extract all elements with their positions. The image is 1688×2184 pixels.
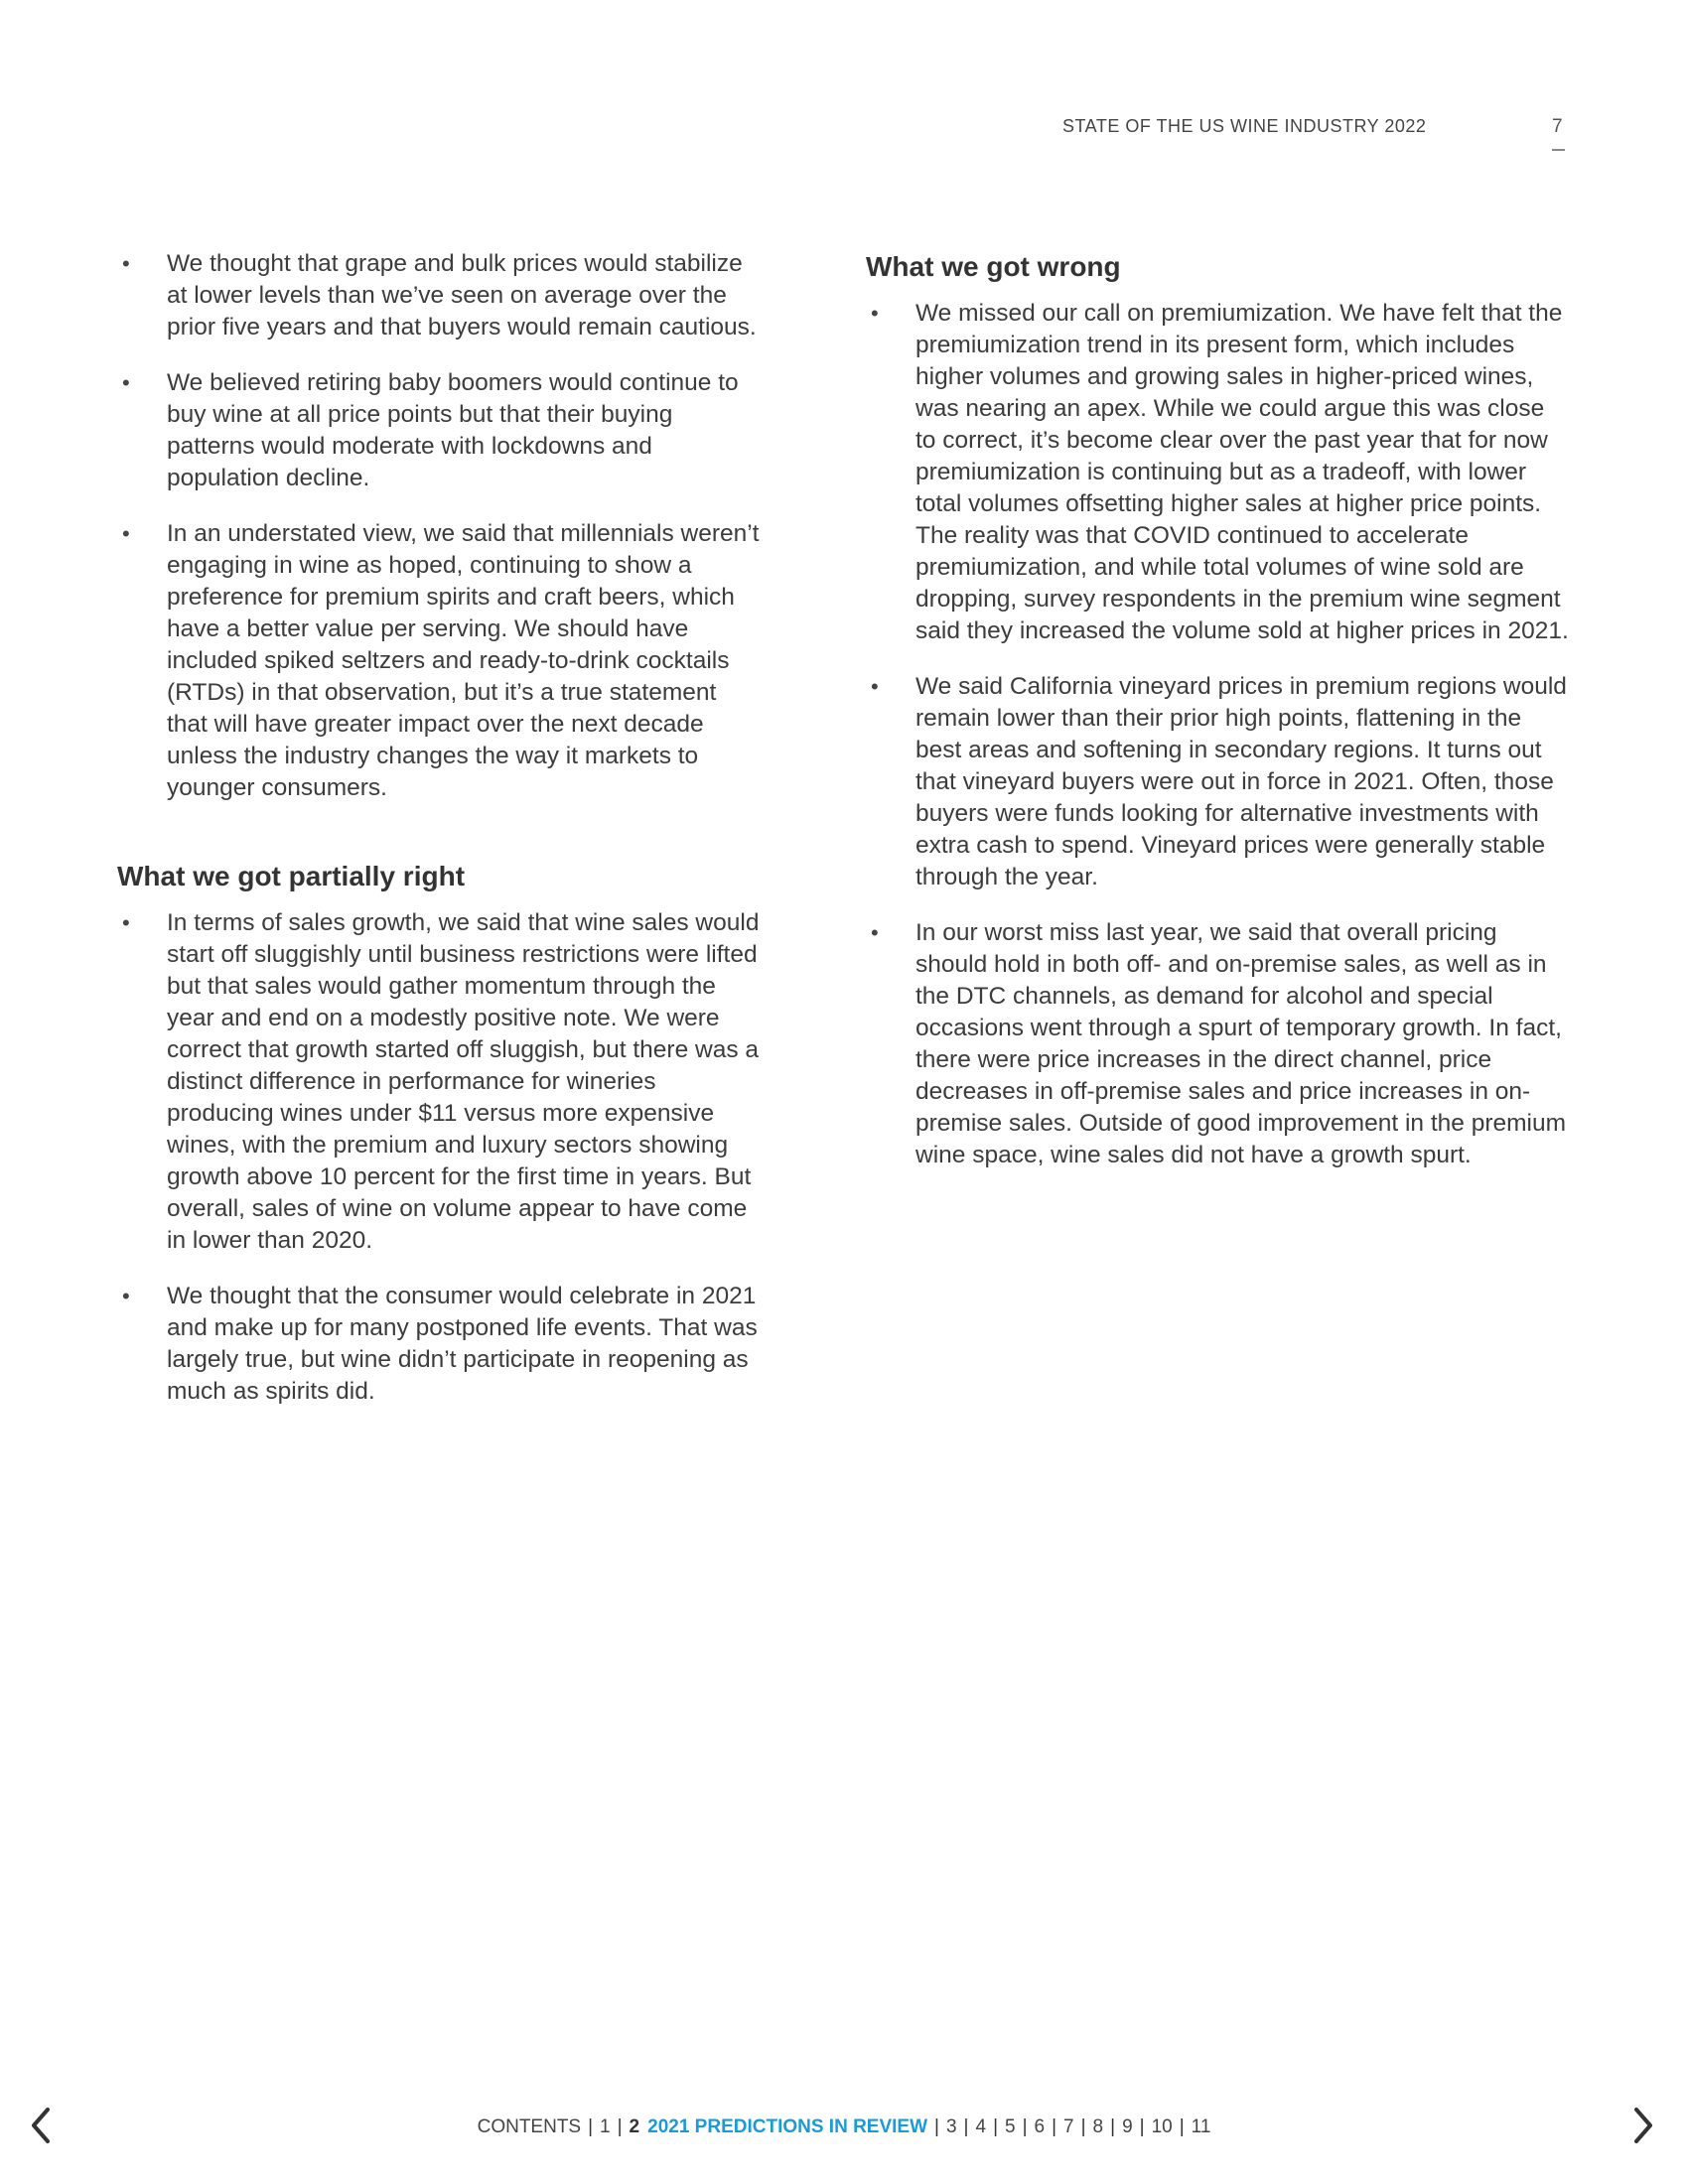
nav-link-page-9[interactable]: 9 bbox=[1122, 2116, 1133, 2137]
bullet-icon: • bbox=[122, 910, 130, 935]
list-item bbox=[117, 367, 763, 494]
list-item bbox=[866, 671, 1571, 893]
nav-link-page-4[interactable]: 4 bbox=[975, 2116, 987, 2137]
list-item bbox=[866, 298, 1571, 647]
bullet-text: In terms of sales growth, we said that wine sales would start off sluggishly until business restrictions were lifted but that sales would gather momentum through the year and end on a modestly positive note. We were correct that growth started off sluggish, but there was a distinct difference in performance for wineries producing wines under $11 versus more expensive wines, with the premium and luxury sectors showing growth above 10 percent for the first time in years. But overall, sales of wine on volume appear to have come in lower than 2020. bbox=[167, 909, 760, 1254]
intro-bullet-list bbox=[117, 248, 763, 804]
nav-separator: | bbox=[1080, 2116, 1086, 2137]
nav-separator: | bbox=[588, 2116, 594, 2137]
nav-separator: | bbox=[963, 2116, 969, 2137]
nav-separator: | bbox=[1110, 2116, 1116, 2137]
bullet-text: We thought that grape and bulk prices would stabilize at lower levels than we’ve seen on average over the prior five years and that buyers would remain cautious. bbox=[167, 250, 757, 341]
partially-right-bullet-list bbox=[117, 907, 763, 1408]
page-number: 7 bbox=[1552, 116, 1563, 137]
nav-current-label: 2021 PREDICTIONS IN REVIEW bbox=[647, 2116, 928, 2137]
nav-separator: | bbox=[617, 2116, 623, 2137]
nav-link-page-3[interactable]: 3 bbox=[945, 2116, 957, 2137]
right-column bbox=[866, 248, 1571, 1195]
nav-link-contents[interactable]: CONTENTS bbox=[477, 2116, 582, 2137]
bullet-text: We missed our call on premiumization. We have felt that the premiumization trend in its present form, which includes higher volumes and growing sales in higher-priced wines, was nearing an apex. While we could argue this was close to correct, it’s become clear over the past year that for now premiumization is continuing but as a tradeoff, with lower total volumes offsetting higher sales at higher price points. The reality was that COVID continued to accelerate premiumization, and while total volumes of wine sold are dropping, survey respondents in the premium wine segment said they increased the volume sold at higher prices in 2021. bbox=[915, 300, 1569, 644]
bullet-text: In our worst miss last year, we said that overall pricing should hold in both off- and on-premise sales, as well as in the DTC channels, as demand for alcohol and special occasions went through a spurt of temporary growth. In fact, there were price increases in the direct channel, price decreases in off-premise sales and price increases in on-premise sales. Outside of good improvement in the premium wine space, wine sales did not have a growth spurt. bbox=[915, 919, 1566, 1168]
nav-link-page-8[interactable]: 8 bbox=[1092, 2116, 1104, 2137]
nav-link-page-1[interactable]: 1 bbox=[600, 2116, 611, 2137]
bullet-icon: • bbox=[122, 1284, 130, 1308]
left-column bbox=[117, 248, 763, 1432]
bullet-icon: • bbox=[122, 370, 130, 395]
bullet-icon: • bbox=[871, 301, 879, 326]
nav-link-page-10[interactable]: 10 bbox=[1151, 2116, 1173, 2137]
nav-separator: | bbox=[993, 2116, 998, 2137]
nav-link-page-11[interactable]: 11 bbox=[1191, 2116, 1211, 2137]
footer-navigation bbox=[0, 2116, 1688, 2138]
nav-separator: | bbox=[1022, 2116, 1028, 2137]
next-page-button[interactable] bbox=[1628, 2103, 1658, 2148]
nav-link-page-6[interactable]: 6 bbox=[1034, 2116, 1046, 2137]
list-item bbox=[117, 907, 763, 1257]
running-header-title: STATE OF THE US WINE INDUSTRY 2022 bbox=[1062, 116, 1427, 136]
got-wrong-bullet-list bbox=[866, 298, 1571, 1171]
section-heading-partially-right: What we got partially right bbox=[117, 861, 466, 891]
bullet-text: We believed retiring baby boomers would continue to buy wine at all price points but that their buying patterns would moderate with lockdowns and population decline. bbox=[167, 369, 739, 491]
list-item bbox=[117, 248, 763, 343]
page-number-underline bbox=[1552, 149, 1565, 151]
nav-separator: | bbox=[1139, 2116, 1145, 2137]
bullet-icon: • bbox=[122, 521, 130, 546]
list-item bbox=[866, 917, 1571, 1171]
bullet-text: We said California vineyard prices in premium regions would remain lower than their prior high points, flattening in the best areas and softening in secondary regions. It turns out that vineyard buyers were out in force in 2021. Often, those buyers were funds looking for alternative investments with extra cash to spend. Vineyard prices were generally stable through the year. bbox=[915, 673, 1567, 890]
bullet-icon: • bbox=[871, 920, 879, 945]
nav-link-page-5[interactable]: 5 bbox=[1005, 2116, 1016, 2137]
nav-separator: | bbox=[1179, 2116, 1185, 2137]
nav-current-number: 2 bbox=[629, 2116, 640, 2137]
nav-separator: | bbox=[1052, 2116, 1057, 2137]
bullet-text: We thought that the consumer would celebrate in 2021 and make up for many postponed life events. That was largely true, but wine didn’t participate in reopening as much as spirits did. bbox=[167, 1283, 758, 1405]
list-item bbox=[117, 1281, 763, 1408]
chevron-right-icon bbox=[1632, 2106, 1654, 2145]
section-heading-got-wrong: What we got wrong bbox=[866, 251, 1121, 282]
nav-link-current-section[interactable] bbox=[623, 2116, 934, 2138]
bullet-icon: • bbox=[122, 251, 130, 276]
nav-link-page-7[interactable]: 7 bbox=[1063, 2116, 1074, 2137]
list-item bbox=[117, 518, 763, 804]
bullet-icon: • bbox=[871, 674, 879, 699]
bullet-text: In an understated view, we said that millennials weren’t engaging in wine as hoped, continuing to show a preference for premium spirits and craft beers, which have a better value per serving. We should have included spiked seltzers and ready-to-drink cocktails (RTDs) in that observation, but it’s a true statement that will have greater impact over the next decade unless the industry changes the way it markets to younger consumers. bbox=[167, 520, 760, 801]
nav-separator: | bbox=[934, 2116, 939, 2137]
